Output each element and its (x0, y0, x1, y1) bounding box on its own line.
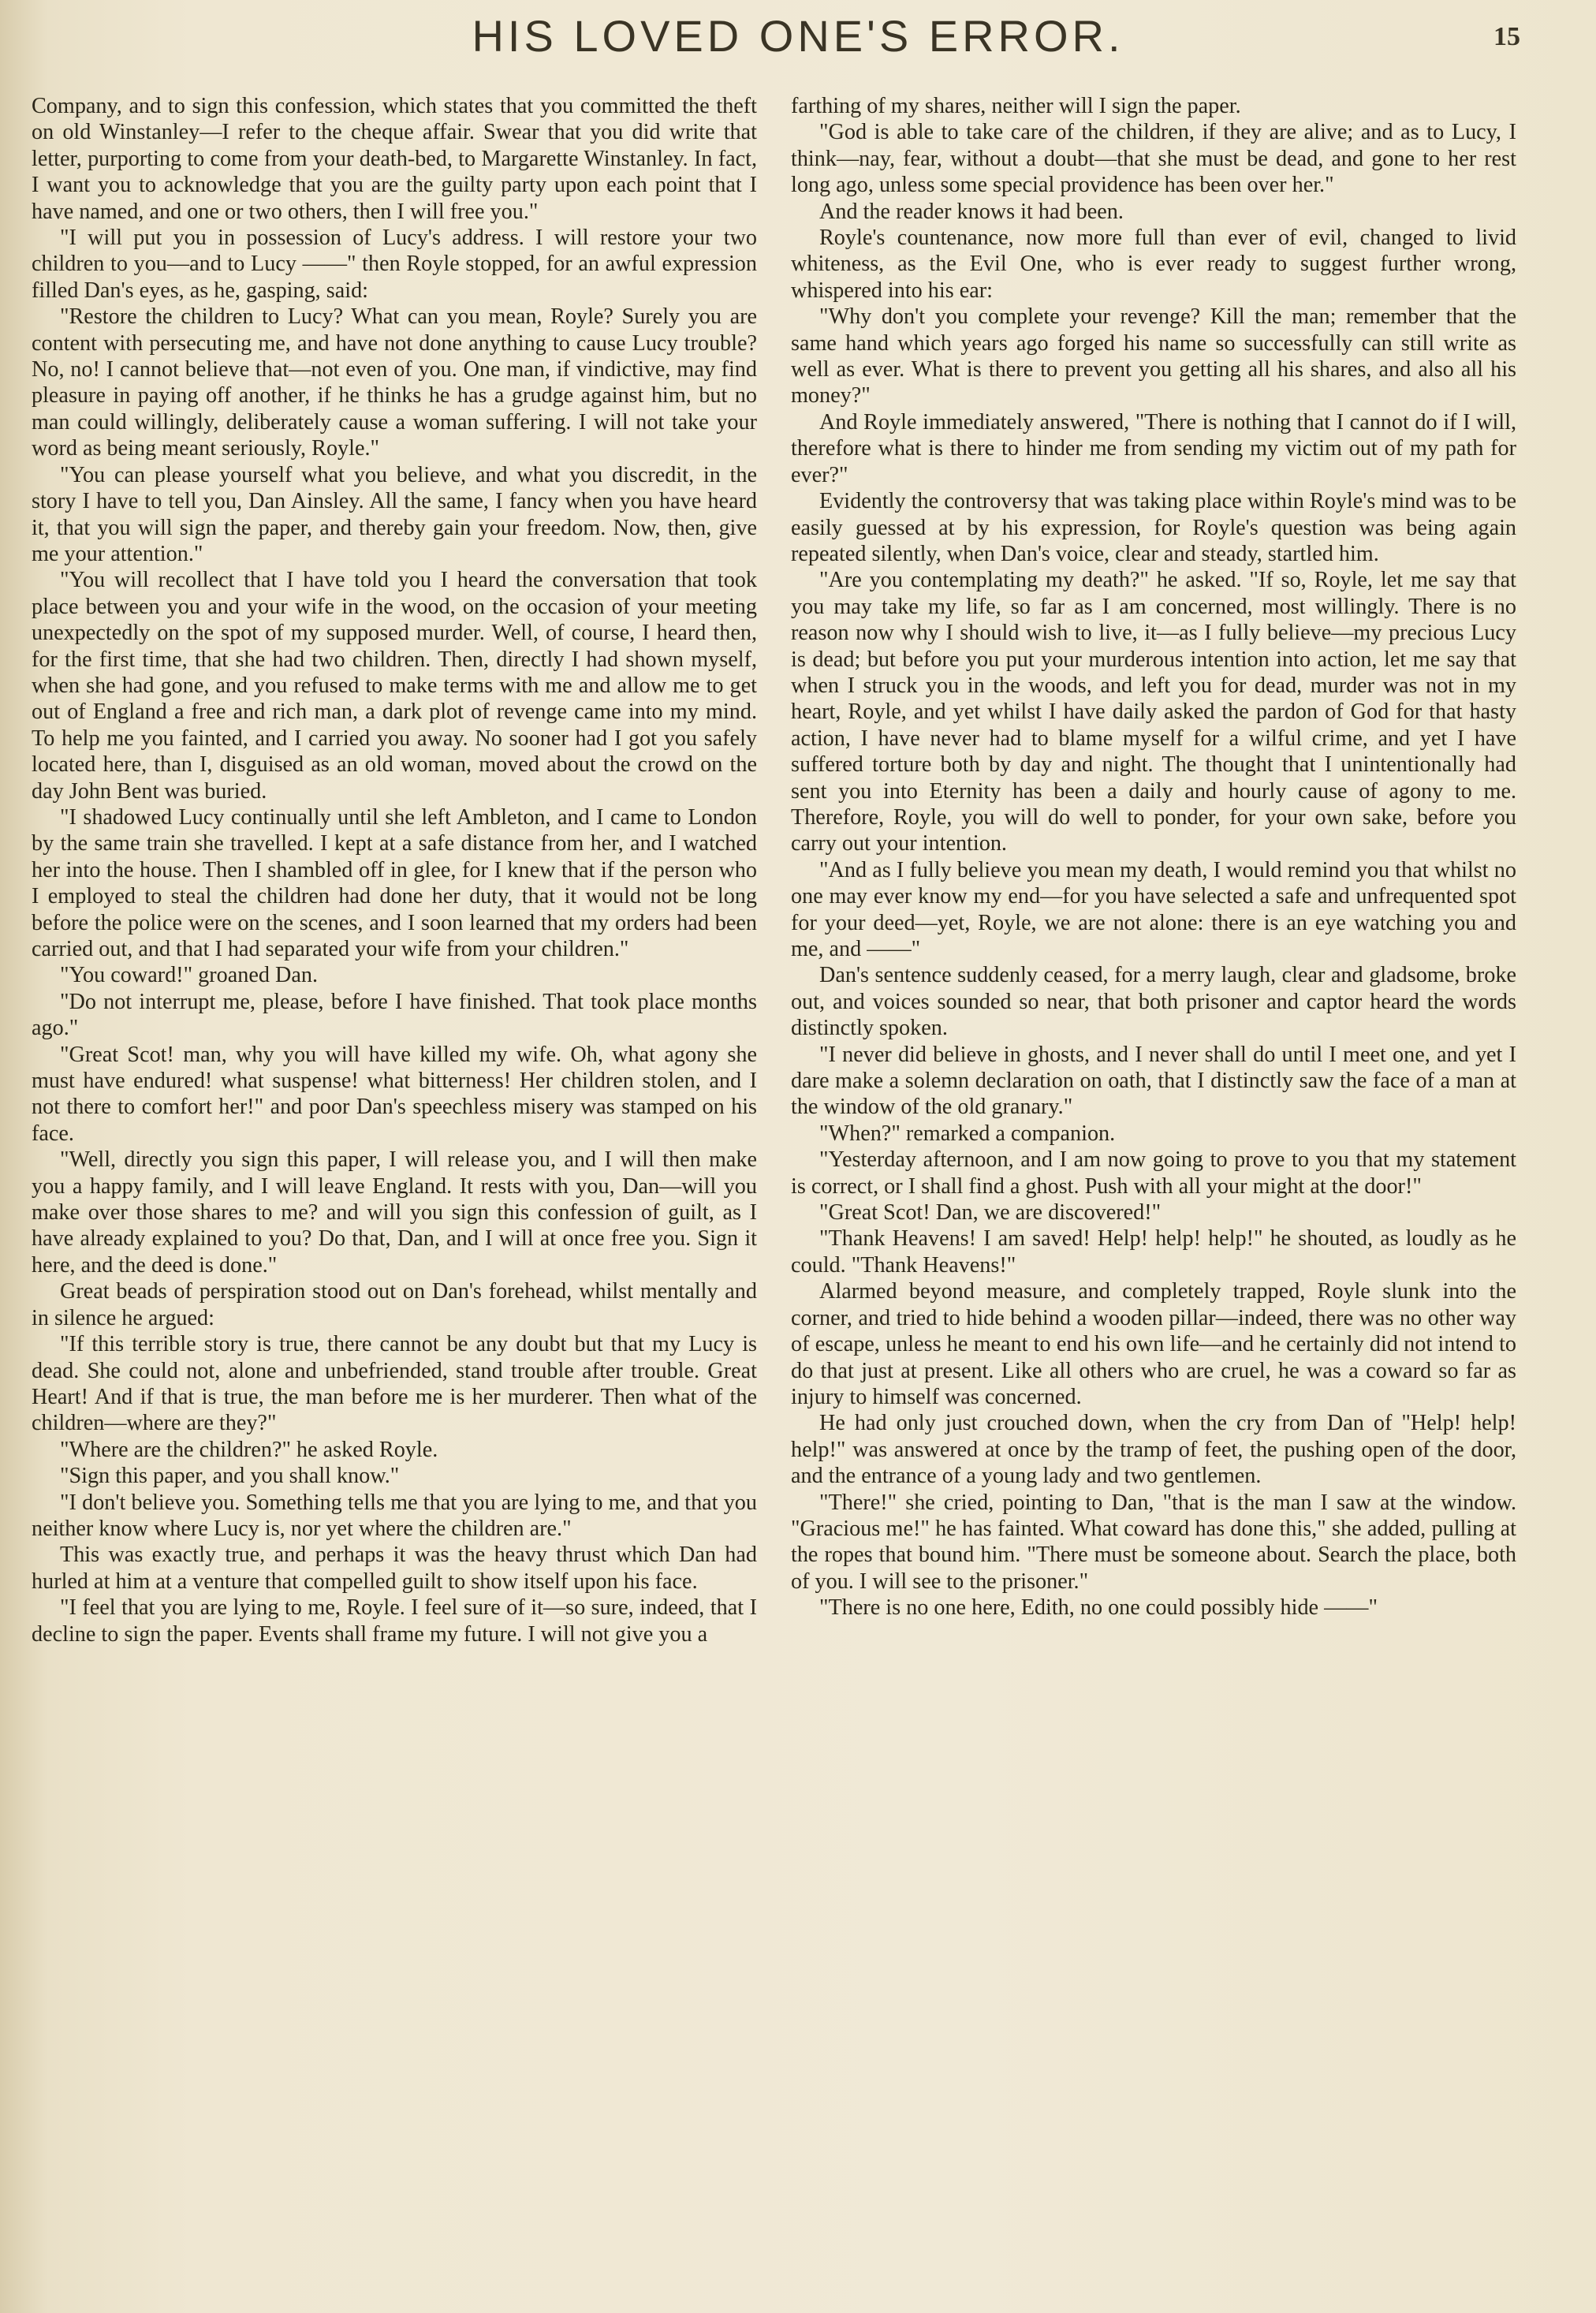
paragraph: "God is able to take care of the children, if they are alive; and as to Lucy, I think—nay, fear, without a doubt—that she must be dead, and gone to her rest long ago, unless some special providence has been over her." (791, 120, 1516, 198)
paragraph: "Restore the children to Lucy? What can you mean, Royle? Surely you are content with persecuting me, and have not done anything to cause Lucy trouble? No, no! I cannot believe that—not even of you. One man, if vindictive, may find pleasure in paying off another, if he thinks he has a grudge against him, but no man could willingly, deliberately cause a woman suffering. I will not take your word as being meant seriously, Royle." (32, 304, 757, 461)
paragraph: And the reader knows it had been. (819, 199, 1124, 224)
paragraph: "You can please yourself what you believe, and what you discredit, in the story I have to tell you, Dan Ainsley. All the same, I fancy when you have heard it, that you will sign the paper, and thereby gain your freedom. Now, then, give me your attention." (32, 462, 757, 566)
paragraph: "When?" remarked a companion. (819, 1121, 1116, 1146)
paragraph: "Thank Heavens! I am saved! Help! help! help!" he shouted, as loudly as he could. "Thank Heavens!" (791, 1226, 1516, 1278)
paragraph: Evidently the controversy that was taking place within Royle's mind was to be easily guessed at by his expression, for Royle's question was being again repeated silently, when Dan's voice, clear and steady, startled him. (791, 489, 1516, 566)
paragraph: "Where are the children?" he asked Royle. (60, 1437, 438, 1462)
paragraph: "Sign this paper, and you shall know." (60, 1464, 400, 1489)
paragraph: Royle's countenance, now more full than ever of evil, changed to livid whiteness, as the Evil One, who is ever ready to suggest further wrong, whispered into his ear: (791, 226, 1516, 303)
paragraph: "Great Scot! man, why you will have killed my wife. Oh, what agony she must have endured! what suspense! what bitterness! Her children stolen, and I not there to comfort her!" and poor Dan's speechless misery was stamped on his face. (32, 1042, 757, 1146)
paragraph: "I shadowed Lucy continually until she left Ambleton, and I came to London by the same train she travelled. I kept at a safe distance from her, and I watched her into the house. Then I shambled off in glee, for I knew that if the person who I employed to steal the children had done her duty, that it would not be long before the police were on the scenes, and I soon learned that my orders had been carried out, and that I had separated your wife from your children." (32, 804, 757, 961)
paragraph: "Why don't you complete your revenge? Kill the man; remember that the same hand which years ago forged his name so successfully can still write as well as ever. What is there to prevent you getting all his shares, and also all his money?" (791, 304, 1516, 409)
paragraph: "If this terrible story is true, there cannot be any doubt but that my Lucy is dead. She could not, alone and unbefriended, stand trouble after trouble. Great Heart! And if that is true, the man before me is her murderer. Then what of the children—where are they?" (32, 1332, 757, 1436)
right-column (791, 93, 1516, 1621)
paragraph: And Royle immediately answered, "There is nothing that I cannot do if I will, therefore what is there to hinder me from sending my victim out of my path for ever?" (791, 409, 1516, 487)
paragraph: "There is no one here, Edith, no one could possibly hide ——" (819, 1595, 1378, 1621)
paragraph: Great beads of perspiration stood out on Dan's forehead, whilst mentally and in silence he argued: (32, 1279, 757, 1330)
paragraph: "There!" she cried, pointing to Dan, "that is the man I saw at the window. "Gracious me!" he has fainted. What coward has done this," she added, pulling at the ropes that bound him. "There must be someone about. Search the place, both of you. I will see to the prisoner." (791, 1490, 1516, 1594)
paragraph: "Are you contemplating my death?" he asked. "If so, Royle, let me say that you may take my life, so far as I am concerned, most willingly. There is no reason now why I should wish to live, it—as I fully believe—my precious Lucy is dead; but before you put your murderous intention into action, let me say that when I struck you in the woods, and left you for dead, murder was not in my heart, Royle, and yet whilst I have daily asked the pardon of God for that hasty action, I have never had to blame myself for a wilful crime, and yet I have suffered torture both by day and night. The thought that I unintentionally had sent you into Eternity has been a daily and hourly cause of agony to me. Therefore, Royle, you will do well to ponder, for your own sake, before you carry out your intention. (791, 568, 1516, 856)
paragraph: "And as I fully believe you mean my death, I would remind you that whilst no one may ever know my end—for you have selected a safe and unfrequented spot for your deed—yet, Royle, we are not alone: there is an eye watching you and me, and ——" (791, 857, 1516, 961)
paragraph: Company, and to sign this confession, which states that you committed the theft on old Winstanley—I refer to the cheque affair. Swear that you did write that letter, purporting to come from your death-bed, to Margarette Winstanley. In fact, I want you to acknowledge that you are the guilty party upon each point that I have named, and one or two others, then I will free you." (32, 94, 757, 224)
paragraph: "You will recollect that I have told you I heard the conversation that took place between you and your wife in the wood, on the occasion of your meeting unexpectedly on the spot of my supposed murder. Well, of course, I heard then, for the first time, that she had two children. Then, directly I had shown myself, when she had gone, and you refused to make terms with me and allow me to get out of England a free and rich man, a dark plot of revenge came into my mind. To help me you fainted, and I carried you away. No sooner had I got you safely located here, than I, disguised as an old woman, moved about the crowd on the day John Bent was buried. (32, 568, 757, 804)
paragraph: "I don't believe you. Something tells me that you are lying to me, and that you neither know where Lucy is, nor yet where the children are." (32, 1490, 757, 1541)
paragraph: "Yesterday afternoon, and I am now going to prove to you that my statement is correct, or I shall find a ghost. Push with all your might at the door!" (791, 1147, 1516, 1199)
paragraph: Dan's sentence suddenly ceased, for a merry laugh, clear and gladsome, broke out, and voices sounded so near, that both prisoner and captor heard the words distinctly spoken. (791, 963, 1516, 1041)
paragraph: "I feel that you are lying to me, Royle. I feel sure of it—so sure, indeed, that I decline to sign the paper. Events shall frame my future. I will not give you a (32, 1595, 757, 1647)
paragraph: "I will put you in possession of Lucy's address. I will restore your two children to you—and to Lucy ——" then Royle stopped, for an awful expression filled Dan's eyes, as he, gasping, said: (32, 226, 757, 303)
page-number: 15 (1493, 22, 1520, 51)
running-title: HIS LOVED ONE'S ERROR. (472, 11, 1124, 61)
paragraph: "I never did believe in ghosts, and I never shall do until I meet one, and yet I dare make a solemn declaration on oath, that I distinctly saw the face of a man at the window of the old granary." (791, 1042, 1516, 1120)
paragraph: "Well, directly you sign this paper, I will release you, and I will then make you a happy family, and I will leave England. It rests with you, Dan—will you make over those shares to me? and will you sign this confession of guilt, as I have already explained to you? Do that, Dan, and I will at once free you. Sign it here, and the deed is done." (32, 1147, 757, 1278)
paragraph: farthing of my shares, neither will I sign the paper. (791, 94, 1241, 118)
paragraph: Alarmed beyond measure, and completely trapped, Royle slunk into the corner, and tried to hide behind a wooden pillar—indeed, there was no other way of escape, unless he meant to end his own life—and he certainly did not intend to do that just at present. Like all others who are cruel, he was a coward so far as injury to himself was concerned. (791, 1279, 1516, 1409)
paragraph: "You coward!" groaned Dan. (60, 963, 319, 988)
paragraph: "Do not interrupt me, please, before I have finished. That took place months ago." (32, 989, 757, 1041)
paragraph: This was exactly true, and perhaps it was the heavy thrust which Dan had hurled at him at a venture that compelled guilt to show itself upon his face. (32, 1543, 757, 1594)
left-column (32, 93, 757, 1647)
paragraph: "Great Scot! Dan, we are discovered!" (819, 1200, 1162, 1226)
paragraph: He had only just crouched down, when the cry from Dan of "Help! help! help!" was answered at once by the tramp of feet, the pushing open of the door, and the entrance of a young lady and two gentlemen. (791, 1411, 1516, 1489)
